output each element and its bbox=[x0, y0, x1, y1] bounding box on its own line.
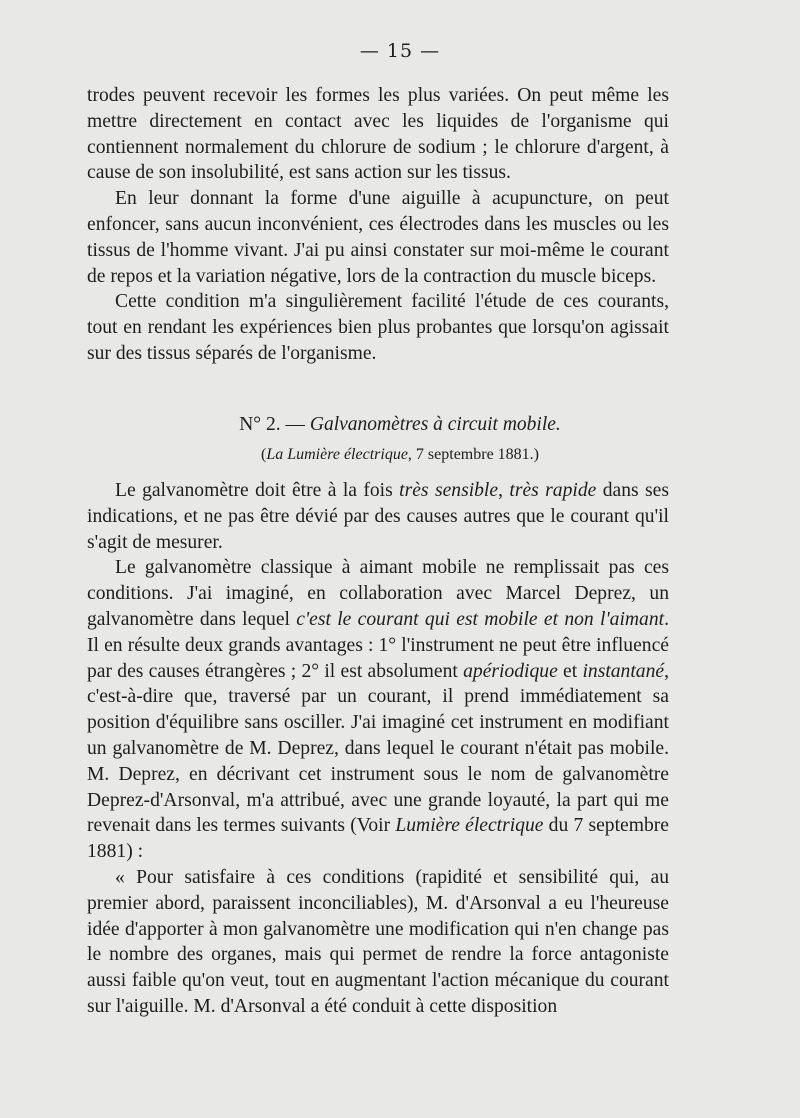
text-block-electrodes bbox=[87, 83, 669, 367]
paragraph: Cette condition m'a singulièrement facilité l'étude de ces courants, tout en rendant les expériences bien plus probantes que lorsqu'on agissait sur des tissus séparés de l'organisme. bbox=[87, 291, 669, 364]
source-journal: La Lumière électrique bbox=[266, 446, 408, 463]
page-number: — 15 — bbox=[359, 40, 441, 62]
section-number: N° 2. — bbox=[239, 414, 305, 435]
section-title: Galvanomètres à circuit mobile. bbox=[309, 414, 561, 435]
paragraph: En leur donnant la forme d'une aiguille à acupuncture, on peut enfoncer, sans aucun inconvénient, ces électrodes dans les muscles ou les tissus de l'homme vivant. J'ai pu ainsi constater sur moi-même le courant de repos et la variation négative, lors de la contraction du muscle biceps. bbox=[87, 188, 669, 287]
section-heading bbox=[0, 414, 800, 436]
section-source: (La Lumière électrique, 7 septembre 1881.) bbox=[260, 446, 539, 463]
paragraph-quotation: « Pour satisfaire à ces conditions (rapidité et sensibilité qui, au premier abord, paraissent inconciliables), M. d'Arsonval a eu l'heureuse idée d'apporter à mon galvanomètre une modification qui n'en change pas le nombre des organes, mais qui permet de rendre la force antagoniste aussi faible qu'on veut, tout en augmentant l'action mécanique du courant sur l'aiguille. M. d'Arsonval a été conduit à cette disposition bbox=[87, 866, 669, 1017]
text-block-galvanometer bbox=[87, 478, 669, 1020]
source-date: , 7 septembre 1881.) bbox=[407, 446, 539, 463]
paragraph: Le galvanomètre classique à aimant mobile ne remplissait pas ces conditions. J'ai imaginé, en collaboration avec Marcel Deprez, un galvanomètre dans lequel c'est le courant qui est mobile et non l'aimant. Il en résulte deux grands avantages : 1° l'instrument ne peut être influencé par des causes étrangères ; 2° il est absolument apériodique et instantané, c'est-à-dire que, traversé par un courant, il prend immédiatement sa position d'équilibre sans osciller. J'ai imaginé cet instrument en modifiant un galvanomètre de M. Deprez, dans lequel le courant n'était pas mobile. M. Deprez, en décrivant cet instrument sous le nom de galvanomètre Deprez-d'Arsonval, m'a attribué, avec une grande loyauté, la part qui me revenait dans les termes suivants (Voir Lumière électrique du 7 septembre 1881) : bbox=[87, 557, 669, 863]
paragraph: Le galvanomètre doit être à la fois très sensible, très rapide dans ses indications, et ne pas être dévié par des causes autres que le courant qu'il s'agit de mesurer. bbox=[87, 480, 669, 553]
paragraph: trodes peuvent recevoir les formes les plus variées. On peut même les mettre directement en contact avec les liquides de l'organisme qui contiennent normalement du chlorure de sodium ; le chlorure d'argent, à cause de son insolubilité, est sans action sur les tissus. bbox=[87, 85, 669, 184]
